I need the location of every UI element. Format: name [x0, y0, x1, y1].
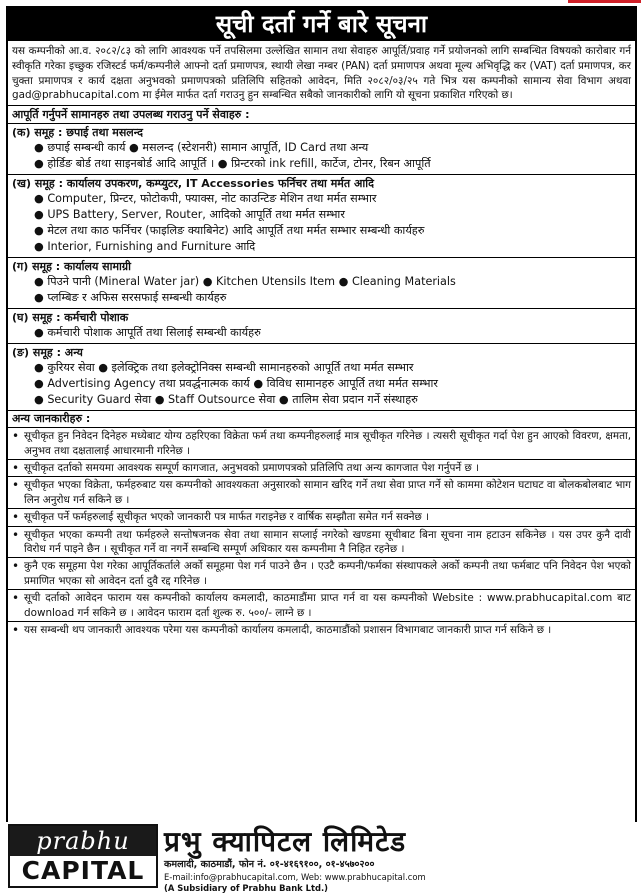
group-title: (घ) समूह : कर्मचारी पोशाक: [12, 311, 129, 325]
supply-heading: आपूर्ति गर्नुपर्ने सामानहरु तथा उपलब्ध गराउनु पर्ने सेवाहरु :: [8, 106, 635, 124]
bullet-icon: •: [12, 429, 20, 444]
group-line: ● प्लम्बिङ र अफिस सरसफाई सम्बन्धी कार्यहरु: [34, 291, 227, 305]
other-info-item: [8, 428, 635, 460]
other-info-text: यस सम्बन्धी थप जानकारी आवश्यक परेमा यस कम्पनीको कार्यालय कमलादी, काठमाडौंको प्रशासन विभागबाट जानकारी प्राप्त गर्न सकिने छ ।: [24, 624, 552, 637]
other-info-item: [8, 558, 635, 590]
group-line: ● Advertising Agency तथा प्रवर्द्धनात्मक कार्य ● विविध सामानहरु आपूर्ति तथा मर्मत सम्भार: [34, 377, 438, 391]
company-address: कमलादी, काठमाडौं, फोन नं. ०१-४१६९१००, ०१-४५७०२००: [164, 859, 375, 870]
other-info-item: [8, 460, 635, 477]
bullet-icon: •: [12, 461, 20, 475]
group-line: ● कर्मचारी पोशाक आपूर्ति तथा सिलाई सम्बन्धी कार्यहरु: [34, 326, 261, 340]
other-info-text: सूचीकृत दर्ताको समयमा आवश्यक सम्पूर्ण कागजात, अनुभवको प्रमाणपत्रको प्रतिलिपि तथा अन्य कागजात पेश गर्नुपर्ने छ ।: [24, 462, 479, 474]
group-title: (ग) समूह : कार्यालय सामाग्री: [12, 260, 131, 274]
group-title: (क) समूह : छपाई तथा मसलन्द: [12, 126, 143, 140]
footer: [6, 822, 637, 896]
group-line: ● UPS Battery, Server, Router, आदिको आपूर्ति तथा मर्मत सम्भार: [34, 208, 345, 222]
bullet-icon: •: [12, 510, 20, 525]
group-line: ● Interior, Furnishing and Furniture आदि: [34, 240, 256, 254]
group-line: ● छपाई सम्बन्धी कार्य ● मसलन्द (स्टेशनरी) सामान आपूर्ति, ID Card तथा अन्य: [34, 141, 369, 155]
other-info-text: कुनै एक समूहमा पेश गरेका आपूर्तिकर्ताले अर्को समूहमा पेश गर्न पाउने छैन । एउटै कम्पनी/फर्मका संस्थापकले अर्को कम्पनी तथा फर्मबाट पनि निवेदन पेश भएको प्रमाणित भएका सो आवेदन दर्ता दुवै रद्द गरिनेछ ।: [24, 560, 631, 587]
bullet-icon: •: [12, 559, 20, 574]
group-title: (ङ) समूह : अन्य: [12, 346, 83, 360]
group-line: ● मेटल तथा काठ फर्निचर (फाइलिङ क्याबिनेट) आदि आपूर्ति तथा मर्मत सम्भार सम्बन्धी कार्यहरु: [34, 224, 425, 238]
group-nga: [8, 344, 635, 411]
group-kha: [8, 175, 635, 258]
company-contact: E-mail:info@prabhucapital.com, Web: www.prabhucapital.com: [164, 872, 426, 882]
other-info-item: [8, 622, 635, 638]
group-title: (ख) समूह : कार्यालय उपकरण, कम्प्युटर, IT Accessories फर्निचर तथा मर्मत आदि: [12, 177, 374, 191]
subsidiary-note: (A Subsidiary of Prabhu Bank Ltd.): [164, 883, 328, 893]
other-info-text: सूचीकृत पर्ने फर्महरुलाई सूचीकृत भएको जानकारी पत्र मार्फत गराइनेछ र वार्षिक सम्झौता समेत गर्न सक्नेछ ।: [24, 511, 430, 524]
notice-title: सूची दर्ता गर्ने बारे सूचना: [8, 8, 635, 41]
group-line: ● पिउने पानी (Mineral Water jar) ● Kitchen Utensils Item ● Cleaning Materials: [34, 275, 456, 289]
other-info-item: [8, 527, 635, 559]
group-line: ● कुरियर सेवा ● इलेक्ट्रिक तथा इलेक्ट्रोनिक्स सम्बन्धी सामानहरुको आपूर्ति तथा मर्मत सम्भार: [34, 361, 414, 375]
other-info-text: सूचीकृत हुन निवेदन दिनेहरु मध्येबाट योग्य ठहरिएका विक्रेता फर्म तथा कम्पनीहरुलाई मात्र सूचीकृत गरिनेछ । त्यसरी सूचीकृत गर्दा पेश हुन आएको विवरण, क्षमता, अनुभव तथा दक्षतालाई आधारमानी गरिनेछ ।: [24, 430, 631, 457]
other-info-item: [8, 509, 635, 526]
group-gha: [8, 309, 635, 344]
other-info-text: सूचीकृत भएका विक्रेता, फर्महरुबाट यस कम्पनीको आवश्यकता अनुसारको सामान खरिद गर्ने तथा सेवा प्राप्त गर्ने सो काममा कोटेशन घटाघट वा बोलकबोलबाट भाग लिन अनुरोध गर्न सकिने छ ।: [24, 479, 631, 506]
group-line: ● Computer, प्रिन्टर, फोटोकपी, फ्याक्स, नोट काउन्टिङ मेशिन तथा मर्मत सम्भार: [34, 192, 377, 206]
group-line: ● होर्डिङ बोर्ड तथा साइनबोर्ड आदि आपूर्ति । ● प्रिन्टरको ink refill, कार्टेज, टोनर, रिबन आपूर्ति: [34, 157, 431, 171]
bullet-icon: •: [12, 527, 20, 542]
other-info-item: [8, 477, 635, 509]
red-accent-strip: [568, 0, 641, 3]
group-ga: [8, 258, 635, 309]
bullet-icon: •: [12, 591, 20, 606]
company-name: प्रभु क्यापिटल लिमिटेड: [164, 825, 407, 858]
group-ka: [8, 124, 635, 175]
other-info-text: सूचीकृत भएका कम्पनी तथा फर्महरुले सन्तोषजनक सेवा तथा सामान सप्लाई नगरेको खण्डमा सूचीबाट बिना सूचना नाम हटाउन सकिनेछ । यस उपर कुनै दावी विरोध गर्न पाइने छैन । सूचीकृत गर्ने वा नगर्ने सम्बन्धि सम्पूर्ण अधिकार यस कम्पनीमा नै निहित रहनेछ ।: [24, 528, 631, 556]
group-line: ● Security Guard सेवा ● Staff Outsource सेवा ● तालिम सेवा प्रदान गर्ने संस्थाहरु: [34, 393, 418, 407]
intro-paragraph: यस कम्पनीको आ.व. २०८२/८३ को लागि आवश्यक पर्ने तपसिलमा उल्लेखित सामान तथा सेवाहरु आपूर्ति/प्रवाह गर्ने प्रयोजनको लागि सम्बन्धित विषयको कारोबार गर्न स्वीकृति गरेका इच्छुक रजिस्टर्ड फर्म/कम्पनीले आफ्नो दर्ता प्रमाणपत्र, स्थायी लेखा नम्बर (PAN) दर्ता प्रमाणपत्र अथवा मूल्य अभिवृद्धि कर (VAT) दर्ता प्रमाणपत्र, कर चुक्ता प्रमाणपत्र र कार्य दक्षता अनुभवको प्रमाणपत्रको प्रतिलिपि सहितको आवेदन, मिति २०८२/०३/२५ गते भित्र यस कम्पनीको सामान्य सेवा विभाग अथवा gad@prabhucapital.com मा ईमेल मार्फत दर्ता गराउनु हुन सम्बन्धित सबैको जानकारीको लागि यो सूचना प्रकाशित गरिएको छ।: [8, 41, 635, 106]
other-info-text: सूची दर्ताको आवेदन फाराम यस कम्पनीको कार्यालय कमलादी, काठमाडौंमा प्राप्त गर्न वा यस कम्पनीको Website : www.prabhucapital.com बाट download गर्न सकिने छ । आवेदन फाराम दर्ता शुल्क रु. ५००/- लाग्ने छ ।: [24, 592, 631, 619]
bullet-icon: •: [12, 623, 20, 638]
bullet-icon: •: [12, 478, 20, 493]
notice-box: [6, 6, 637, 857]
logo-wordmark-top: prabhu: [10, 826, 156, 856]
logo-wordmark-bottom: CAPITAL: [21, 856, 145, 885]
company-logo: [8, 824, 158, 888]
other-info-heading: अन्य जानकारीहरु :: [8, 411, 635, 428]
other-info-item: [8, 590, 635, 622]
